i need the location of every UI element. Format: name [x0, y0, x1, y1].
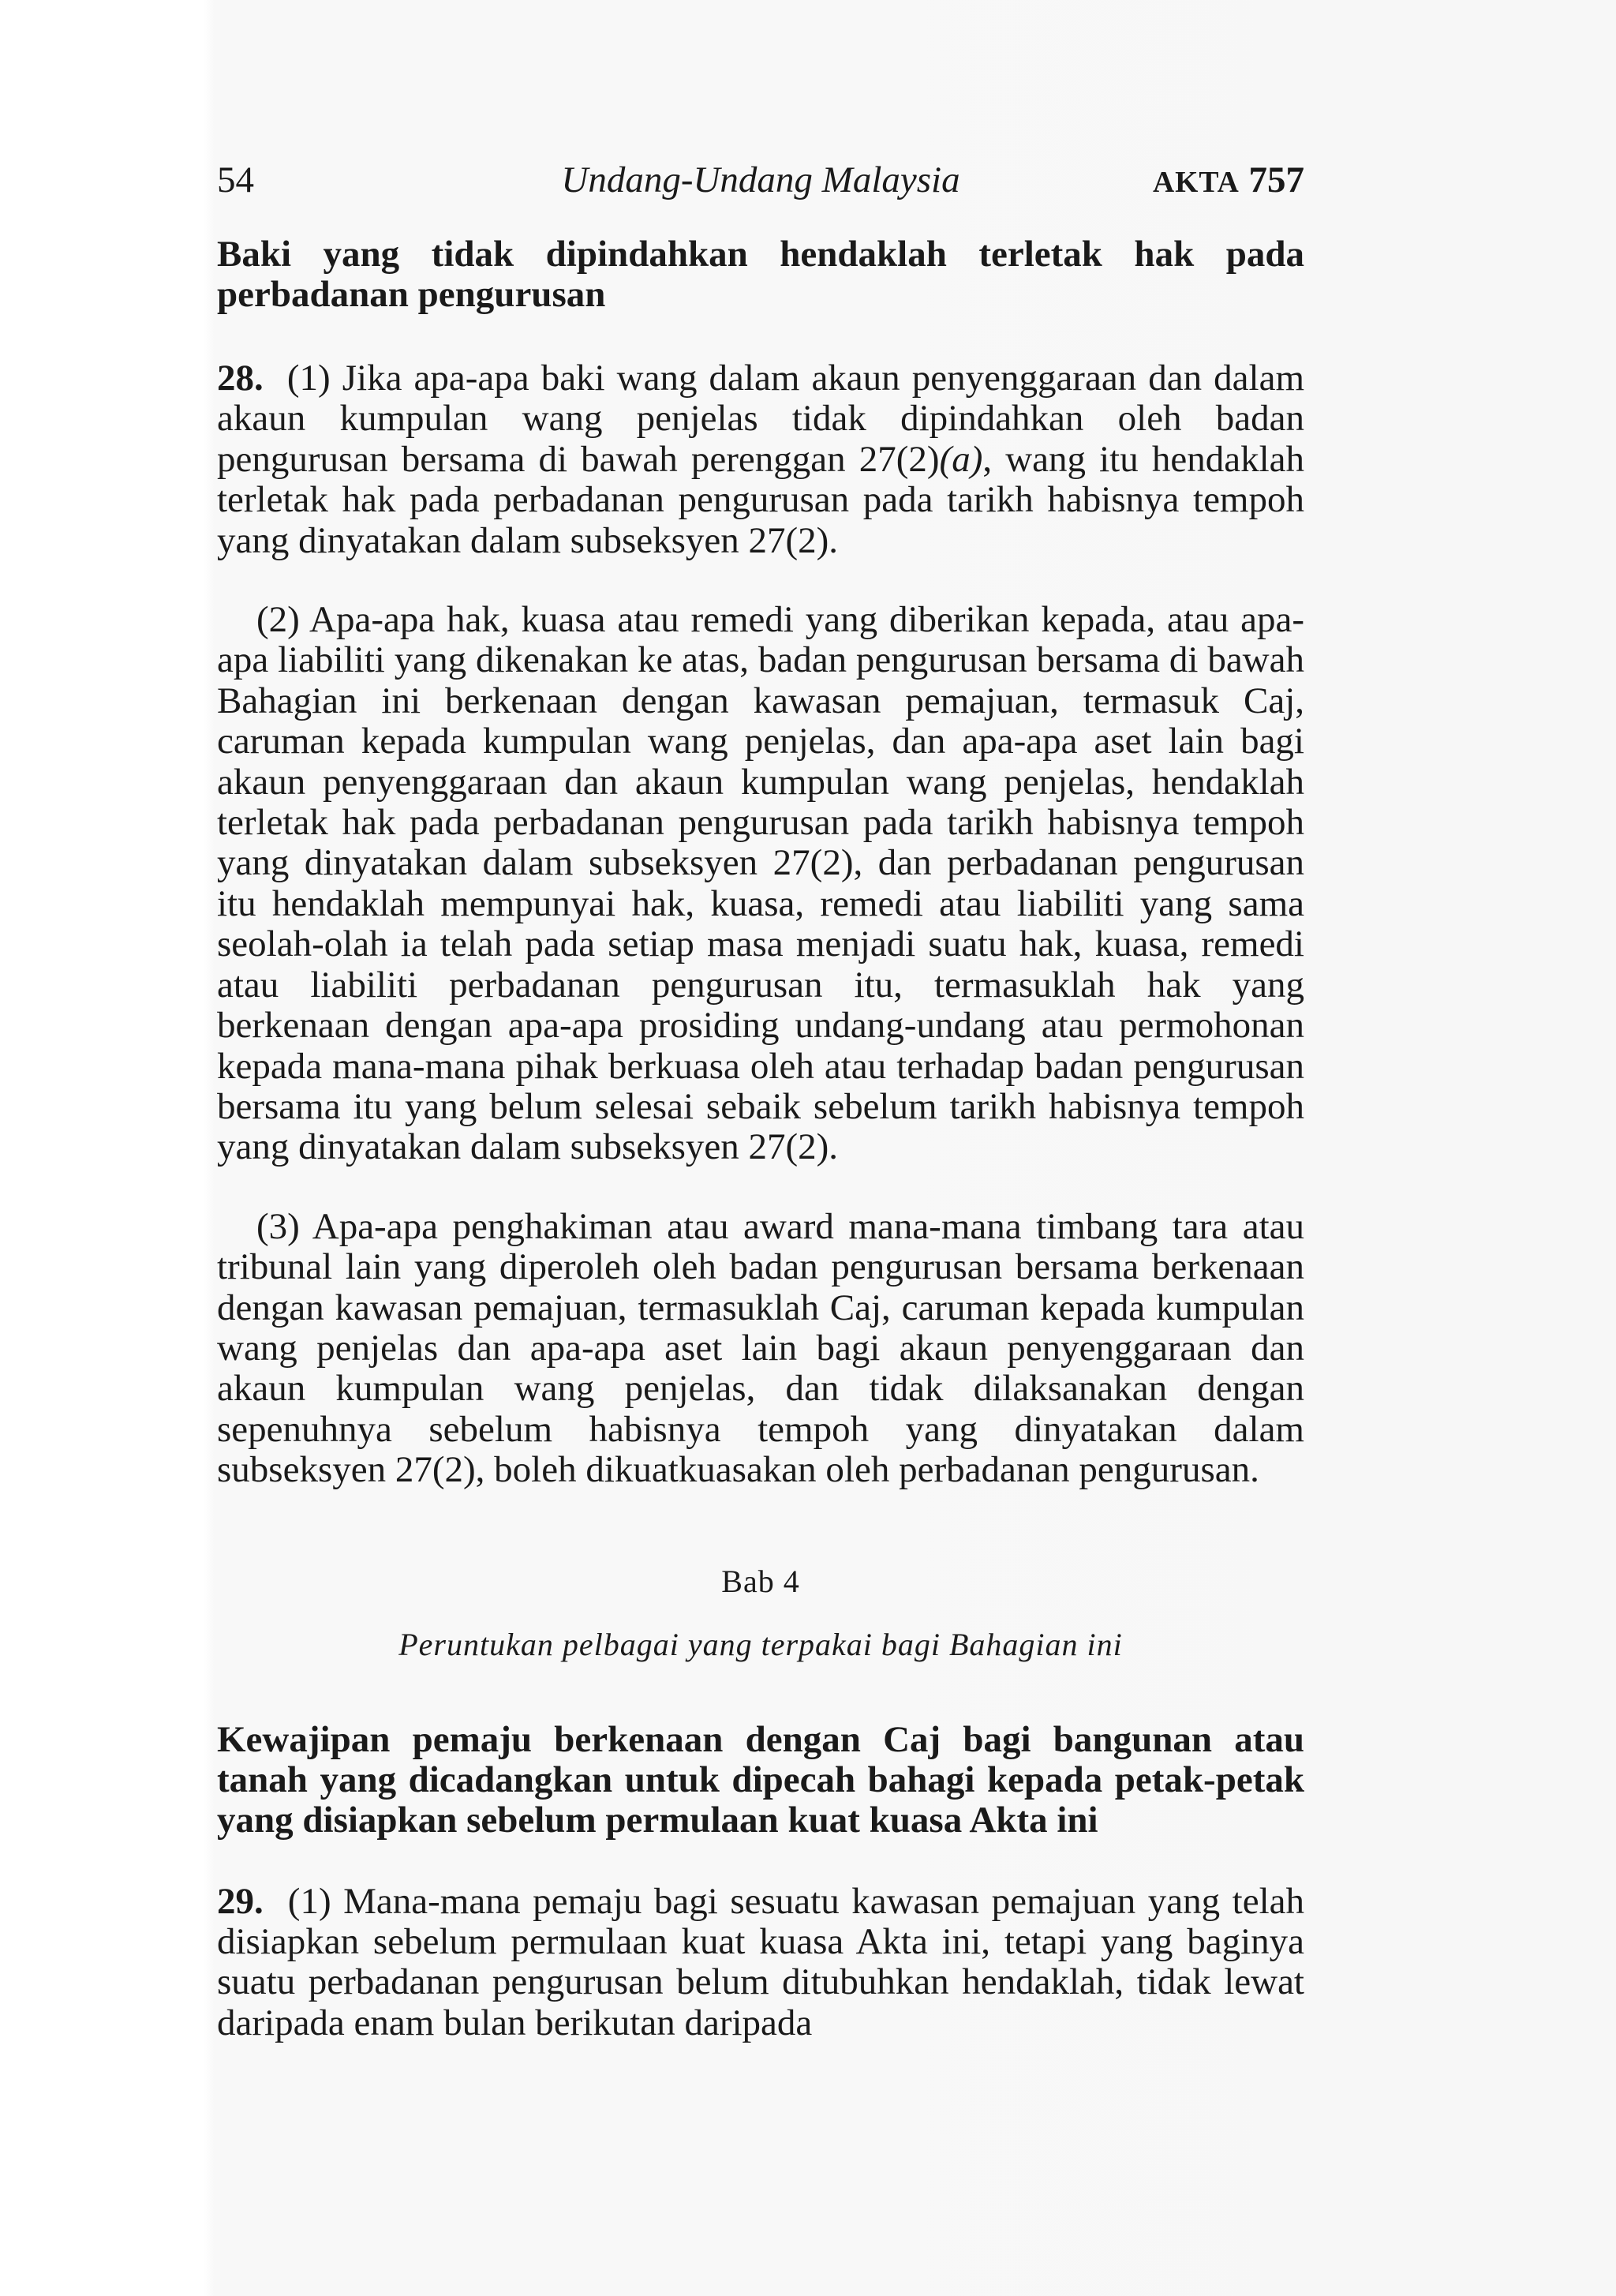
section-28-heading: Baki yang tidak dipindahkan hendaklah terletak hak pada perbadanan pengurusan [217, 234, 1304, 315]
section-28-sub1-paragraph-ref: (a) [939, 438, 983, 480]
section-29-sub1-text: (1) Mana-mana pemaju bagi sesuatu kawasan pemajuan yang telah disiapkan sebelum permulaan kuat kuasa Akta ini, tetapi yang baginya suatu perbadanan pengurusan belum ditubuhkan hendaklah, tidak lewat daripada enam bulan berikutan daripada [217, 1880, 1305, 2043]
text-column [217, 154, 1304, 2043]
act-reference [1153, 154, 1304, 209]
running-header [217, 154, 1304, 206]
section-28-subsection-3: (3) Apa-apa penghakiman atau award mana-mana timbang tara atau tribunal lain yang diperoleh oleh badan pengurusan bersama berkenaan dengan kawasan pemajuan, termasuklah Caj, caruman kepada kumpulan wang penjelas dan apa-apa aset lain bagi akaun penyenggaraan dan akaun kumpulan wang penjelas, dan tidak dilaksanakan dengan sepenuhnya sebelum habisnya tempoh yang dinyatakan dalam subseksyen 27(2), boleh dikuatkuasakan oleh perbadanan pengurusan. [217, 1205, 1304, 1491]
section-29-subsection-1 [217, 1882, 1304, 2044]
section-28-subsection-1 [217, 358, 1304, 561]
chapter-label: Bab 4 [721, 1563, 800, 1599]
act-number: 757 [1248, 159, 1304, 200]
section-28-sub1-end: , wang itu hendaklah terletak hak pada perbadanan pengurusan pada tarikh habisnya tempoh yang dinyatakan dalam subseksyen 27(2). [217, 438, 1304, 561]
section-28-subsection-2: (2) Apa-apa hak, kuasa atau remedi yang diberikan kepada, atau apa-apa liabiliti yang dikenakan ke atas, badan pengurusan bersama di bawah Bahagian ini berkenaan dengan kawasan pemajuan, termasuk Caj, caruman kepada kumpulan wang penjelas, dan apa-apa aset lain bagi akaun penyenggaraan dan akaun kumpulan wang penjelas, hendaklah terletak hak pada perbadanan pengurusan pada tarikh habisnya tempoh yang dinyatakan dalam subseksyen 27(2), dan perbadanan pengurusan itu hendaklah mempunyai hak, kuasa, remedi atau liabiliti yang sama seolah-olah ia telah pada setiap masa menjadi suatu hak, kuasa, remedi atau liabiliti perbadanan pengurusan itu, termasuklah hak yang berkenaan dengan apa-apa prosiding undang-undang atau permohonan kepada mana-mana pihak berkuasa oleh atau terhadap badan pengurusan bersama itu yang belum selesai sebaik sebelum tarikh habisnya tempoh yang dinyatakan dalam subseksyen 27(2). [217, 599, 1304, 1168]
section-28-sub1-start: (1) Jika apa-apa baki wang dalam akaun penyenggaraan dan dalam akaun kumpulan wang penjelas tidak dipindahkan oleh badan pengurusan bersama di bawah perenggan 27(2) [217, 358, 1305, 480]
page-number: 54 [217, 159, 254, 200]
section-29-number: 29. [217, 1880, 264, 1922]
publication-title: Undang-Undang Malaysia [561, 159, 960, 200]
section-28-number: 28. [217, 358, 264, 399]
act-word: AKTA [1152, 167, 1240, 199]
section-29-heading: Kewajipan pemaju berkenaan dengan Caj bagi bangunan atau tanah yang dicadangkan untuk dipecah bahagi kepada petak-petak yang disiapkan sebelum permulaan kuat kuasa Akta ini [217, 1718, 1304, 1841]
chapter-subtitle: Peruntukan pelbagai yang terpakai bagi Bahagian ini [398, 1626, 1123, 1662]
